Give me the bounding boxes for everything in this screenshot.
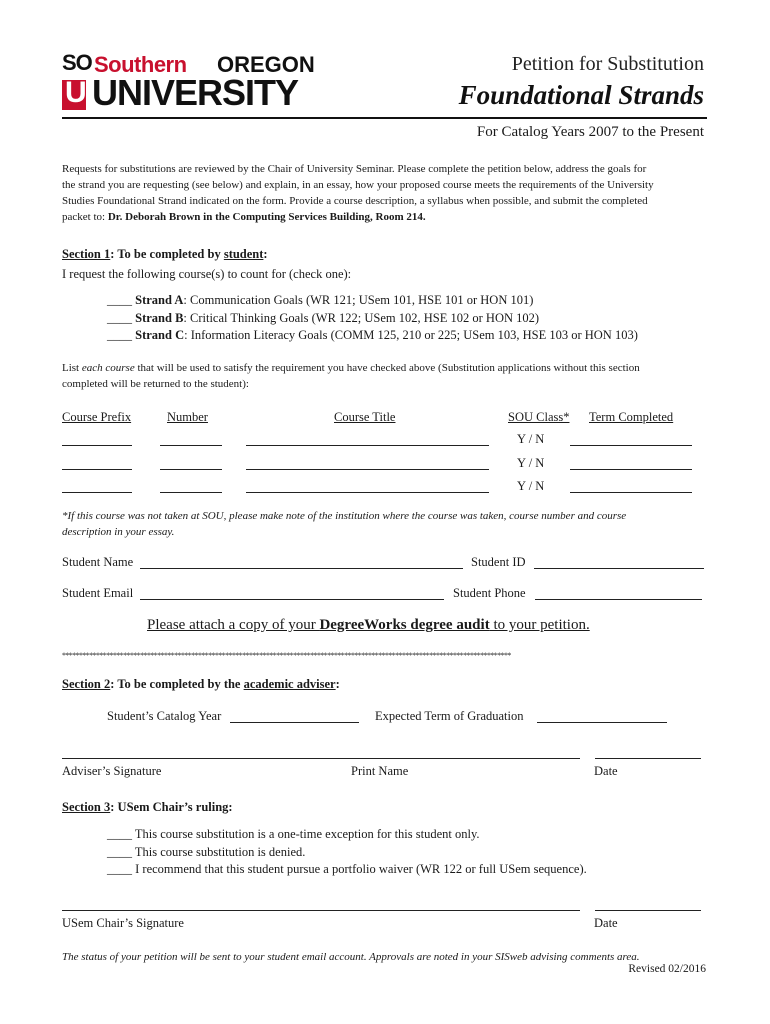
form-title: Petition for Substitution: [511, 53, 704, 75]
section1-label: Section 1: [62, 247, 111, 261]
form-subtitle: Foundational Strands: [458, 80, 704, 110]
section2-mid: : To be completed by the: [110, 677, 244, 691]
course-prefix-field[interactable]: [62, 492, 132, 493]
ruling-text: I recommend that this student pursue a portfolio waiver (WR 122 or full USem sequence).: [132, 862, 587, 876]
course-title-field[interactable]: [246, 469, 489, 470]
sou-class-yn[interactable]: Y / N: [517, 456, 545, 470]
section2-end: :: [335, 677, 340, 691]
strand-b-name: Strand B: [135, 310, 184, 325]
strand-a-name: Strand A: [135, 293, 184, 307]
sou-logo: [62, 50, 332, 114]
student-email-label: Student Email: [62, 586, 134, 600]
chair-date-label: Date: [594, 916, 618, 930]
sou-class-yn[interactable]: Y / N: [517, 479, 545, 493]
student-phone-label: Student Phone: [453, 586, 526, 600]
number-field[interactable]: [160, 469, 222, 470]
col-number: Number: [167, 410, 208, 424]
ruling-option-denied[interactable]: [107, 844, 587, 862]
adviser-date-label: Date: [594, 764, 618, 778]
student-phone-field[interactable]: [535, 599, 702, 600]
course-prefix-field[interactable]: [62, 445, 132, 446]
list-text: completed will be returned to the student):: [62, 378, 249, 390]
section2-label: Section 2: [62, 677, 111, 691]
logo-southern-text: Southern: [94, 52, 187, 77]
strand-a-item[interactable]: [107, 292, 638, 310]
logo-u-text: U: [65, 76, 87, 109]
section3-heading: [62, 800, 233, 815]
print-name-label: Print Name: [351, 764, 409, 778]
section1-heading: [62, 247, 268, 262]
student-email-field[interactable]: [140, 599, 444, 600]
term-completed-field[interactable]: [570, 492, 692, 493]
section1-end: :: [263, 247, 268, 261]
col-course-title: Course Title: [334, 410, 396, 424]
strand-b-checkbox[interactable]: ____: [107, 310, 132, 325]
section1-who: student: [223, 247, 264, 261]
intro-line: Requests for substitutions are reviewed by the Chair of University Seminar. Please complete the petition below, address the goals for: [62, 163, 647, 175]
status-footer: The status of your petition will be sent to your student email account. Approvals are noted in your SISweb advising comments area.: [62, 951, 640, 963]
intro-contact: Dr. Deborah Brown in the Computing Services Building, Room 214.: [107, 211, 426, 223]
request-text: I request the following course(s) to count for (check one):: [62, 267, 352, 281]
note-text: *If this course was not taken at SOU, please make note of the institution where the course was taken, course number and course: [62, 510, 627, 522]
strand-c-name: Strand C: [135, 328, 185, 342]
attach-text: to your petition.: [489, 617, 590, 633]
ruling-options: [107, 826, 587, 879]
attach-text: Please attach a copy of your: [147, 617, 320, 633]
sou-class-yn[interactable]: Y / N: [517, 432, 545, 446]
col-course-prefix: Course Prefix: [62, 410, 132, 424]
course-title-field[interactable]: [246, 492, 489, 493]
ruling-checkbox[interactable]: ____: [107, 827, 132, 841]
number-field[interactable]: [160, 445, 222, 446]
student-id-field[interactable]: [534, 568, 704, 569]
strand-c-checkbox[interactable]: ____: [107, 328, 132, 342]
ruling-checkbox[interactable]: ____: [107, 844, 132, 859]
strand-c-item[interactable]: [107, 327, 638, 345]
list-text: List: [62, 362, 82, 374]
section2-who: academic adviser: [243, 677, 336, 691]
logo-oregon-text: OREGON: [217, 52, 315, 77]
separator-stars: ************************************************************************************************************************************: [62, 651, 511, 660]
list-text: that will be used to satisfy the requirement you have checked above (Substitution applications without this section: [134, 362, 640, 374]
intro-paragraph: [62, 161, 654, 225]
strand-b-desc: : Critical Thinking Goals (WR 122; USem 102, HSE 102 or HON 102): [183, 310, 540, 325]
term-completed-field[interactable]: [570, 469, 692, 470]
intro-line: [62, 209, 654, 225]
adviser-signature-label: Adviser’s Signature: [62, 764, 162, 778]
col-term-completed: Term Completed: [589, 410, 674, 424]
catalog-years: For Catalog Years 2007 to the Present: [476, 124, 704, 140]
ruling-option-exception[interactable]: [107, 826, 587, 844]
student-id-label: Student ID: [471, 555, 526, 569]
adviser-date-field[interactable]: [595, 758, 701, 759]
revised-date: Revised 02/2016: [628, 963, 706, 975]
strand-b-item[interactable]: [107, 310, 638, 328]
intro-line: Studies Foundational Strand indicated on the form. Provide a course description, a syllabus when possible, and submit the completed: [62, 195, 648, 207]
course-prefix-field[interactable]: [62, 469, 132, 470]
expected-term-field[interactable]: [537, 722, 667, 723]
ruling-text: This course substitution is a one-time exception for this student only.: [132, 827, 480, 841]
chair-date-field[interactable]: [595, 910, 701, 911]
note-text: description in your essay.: [62, 526, 175, 538]
adviser-signature-field[interactable]: [62, 758, 580, 759]
number-field[interactable]: [160, 492, 222, 493]
chair-signature-field[interactable]: [62, 910, 580, 911]
header-rule: [62, 117, 707, 119]
attach-notice: [147, 617, 590, 634]
catalog-year-label: Student’s Catalog Year: [107, 709, 222, 723]
col-sou-class: SOU Class*: [508, 410, 570, 424]
attach-audit: DegreeWorks degree audit: [319, 617, 490, 633]
strand-a-checkbox[interactable]: ____: [107, 293, 132, 307]
intro-text: packet to:: [62, 211, 108, 223]
logo-university-text: UNIVERSITY: [92, 72, 299, 113]
list-instruction: [62, 360, 640, 392]
intro-line: the strand you are requesting (see below) and explain, in an essay, how your proposed course meets the requirements of the University: [62, 179, 654, 191]
section3-heading-text: : USem Chair’s ruling:: [110, 800, 233, 814]
section3-label: Section 3: [62, 800, 111, 814]
ruling-option-portfolio[interactable]: [107, 861, 587, 879]
chair-signature-label: USem Chair’s Signature: [62, 916, 184, 930]
ruling-text: This course substitution is denied.: [132, 844, 306, 859]
strand-a-desc: : Communication Goals (WR 121; USem 101, HSE 101 or HON 101): [183, 293, 534, 307]
expected-term-label: Expected Term of Graduation: [375, 709, 524, 723]
catalog-year-field[interactable]: [230, 722, 359, 723]
sou-note: [62, 508, 626, 540]
section2-heading: [62, 677, 340, 692]
list-emphasis: each course: [81, 362, 135, 374]
student-name-label: Student Name: [62, 555, 134, 569]
course-title-field[interactable]: [246, 445, 489, 446]
strand-c-desc: : Information Literacy Goals (COMM 125, 210 or 225; USem 103, HSE 103 or HON 103): [184, 328, 638, 342]
student-name-field[interactable]: [140, 568, 463, 569]
strand-list: [107, 292, 638, 345]
ruling-checkbox[interactable]: ____: [107, 862, 132, 876]
logo-so-text: SO: [62, 50, 92, 75]
term-completed-field[interactable]: [570, 445, 692, 446]
section1-mid: : To be completed by: [110, 247, 224, 261]
